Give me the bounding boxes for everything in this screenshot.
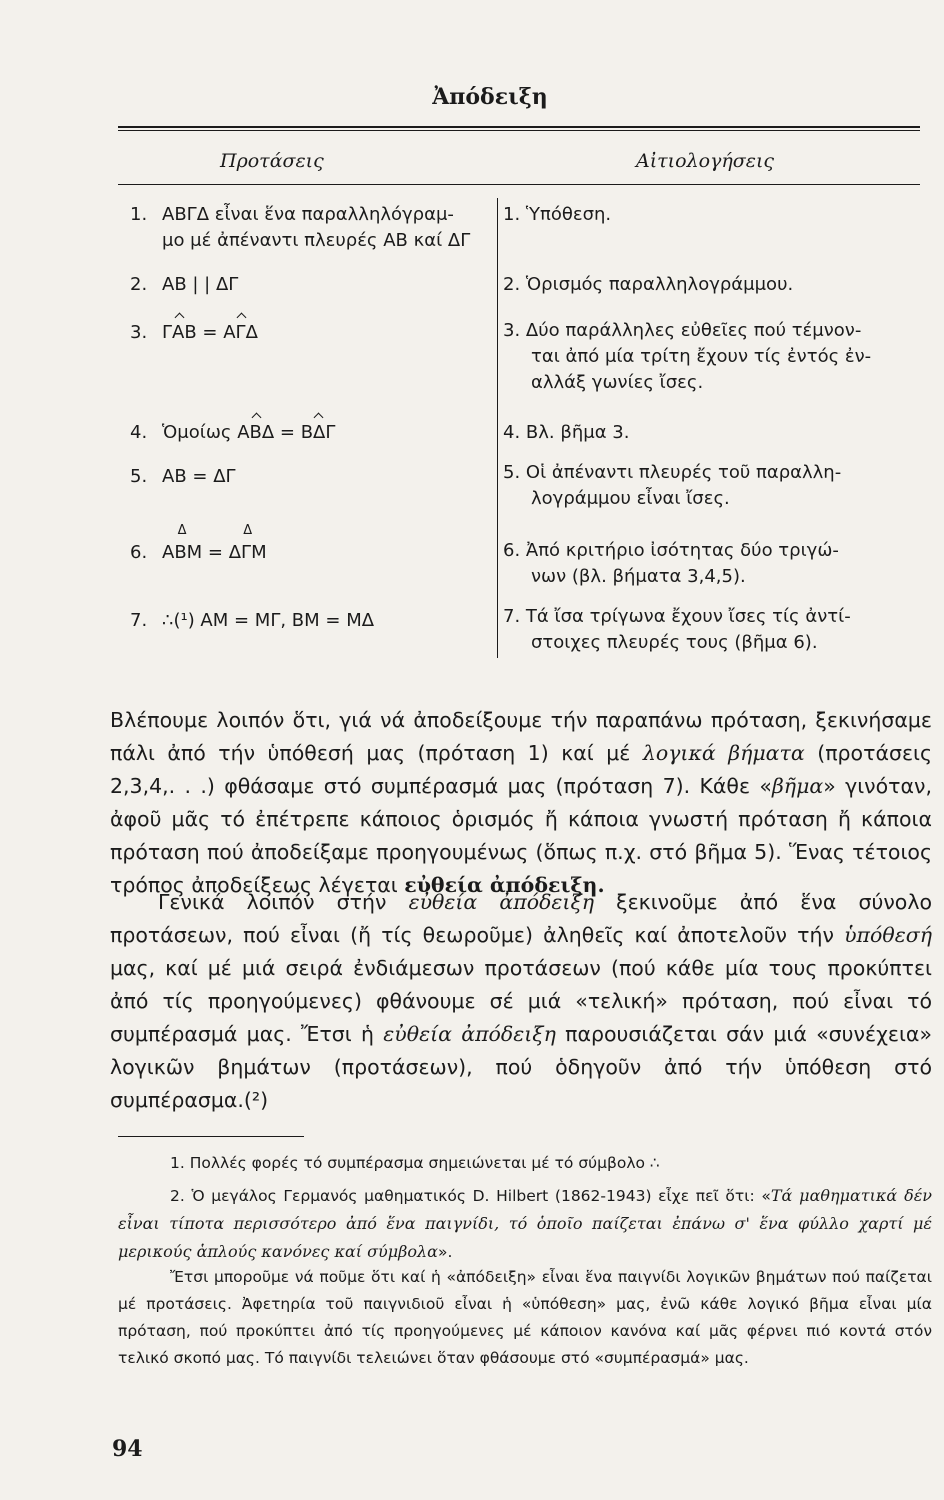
page-number: 94 [112,1436,143,1462]
statement-4: 4. Ὁμοίως ΑΒΔ = ΒΔΓ [130,420,492,446]
angle-agd: ΑΓΔ [223,320,258,346]
footnote-2: 2. Ὁ μεγάλος Γερμανός μαθηματικός D. Hilbert (1862-1943) εἶχε πεῖ ὅτι: «Τά μαθηματικά δέν εἶναι τίποτα περισσότερο ἀπό ἕνα παιγνίδι, τό ὁποῖο παίζεται ἐπάνω σ' ἕνα φύλλο χαρτί μέ μερικούς ἁπλούς κανόνες καί σύμβολα». [118,1186,933,1261]
reason-6: 6. Ἀπό κριτήριο ἰσότητας δύο τριγώ- νων (βλ. βήματα 3,4,5). [503,540,839,587]
footnote-2-continuation: Ἔτσι μποροῦμε νά ποῦμε ὅτι καί ἡ «ἀπόδειξη» εἶναι ἕνα παιγνίδι λογικῶν βημάτων πού παίζεται μέ προτάσεις. Ἀφετηρία τοῦ παιγνιδιοῦ εἶναι ἡ «ὑπόθεση» μας, ἐνῶ κάθε λογικό βῆμα εἶναι μία πρόταση, πού προκύπτει ἀπό τίς προηγούμενες μέ κάποιον κανόνα καί μᾶς φέρνει πιό κοντά στόν τελικό σκοπό μας. Τό παιγνίδι τελειώνει ὅταν φθάσουμε στό «συμπέρασμά» μας. [118,1268,932,1367]
angle-gab: ΓΑΒ [162,320,197,346]
paragraph-1: Βλέπουμε λοιπόν ὅτι, γιά νά ἀποδείξουμε τήν παραπάνω πρόταση, ξεκινήσαμε πάλι ἀπό τήν ὑπόθεσή μας (πρόταση 1) καί μέ λογικά βήματα (προτάσεις 2,3,4,. . .) φθάσαμε στό συμπέρασμά μας (πρόταση 7). Κάθε «βῆμα» γινόταν, ἀφοῦ μᾶς τό ἐπέτρεπε κάποιος ὁρισμός ἤ κάποια γνωστή πρόταση ἤ κάποια πρόταση πού ἀποδείξαμε προηγουμένως (ὅπως π.χ. στό βῆμα 5). Ἕνας τέτοιος τρόπος ἀποδείξεως λέγεται εὐθεία ἀπόδειξη. [110,708,932,897]
reason-7: 7. Τά ἴσα τρίγωνα ἔχουν ἴσες τίς ἀντί- στοιχες πλευρές τους (βῆμα 6). [503,606,851,653]
paragraph-2: Γενικά λοιπόν στήν εὐθεία ἀπόδειξη ξεκινοῦμε ἀπό ἕνα σύνολο προτάσεων, πού εἶναι (ἤ τίς θεωροῦμε) ἀληθεῖς καί ἀποτελοῦν τήν ὑπόθεσή μας, καί μέ μιά σειρά ἐνδιάμεσων προτάσεων (πού κάθε μία τους προκύπτει ἀπό τίς προηγούμενες) φθάνουμε σέ μιά «τελική» πρόταση, πού εἶναι τό συμπέρασμά μας. Ἔτσι ἡ εὐθεία ἀπόδειξη παρουσιάζεται σάν μιά «συνέχεια» λογικῶν βημάτων (προτάσεων), πού ὁδηγοῦν ἀπό τήν ὑπόθεση στό συμπέρασμα.(²) [110,890,932,1112]
table-top-rule-thin [118,130,920,131]
reasons-header: Αἰτιολογήσεις [636,150,775,172]
header-rule [118,184,920,185]
statement-2: 2. ΑΒ | | ΔΓ [130,274,239,295]
statement-1: 1. ΑΒΓΔ εἶναι ἕνα παραλληλόγραμ- μο μέ ἀπέναντι πλευρές ΑΒ καί ΔΓ [130,204,471,251]
section-title: Ἀπόδειξη [432,84,548,110]
statement-6: 6.Δ ΑΒΜ = Δ ΔΓΜ [130,540,492,566]
table-top-rule [118,126,920,128]
reason-4: 4. Βλ. βῆμα 3. [503,422,630,443]
reason-2: 2. Ὁρισμός παραλληλογράμμου. [503,274,794,295]
statement-5: 5. ΑΒ = ΔΓ [130,466,236,487]
triangle-dgm: Δ ΔΓΜ [229,540,267,566]
column-divider [497,198,498,658]
triangle-abm: Δ ΑΒΜ [162,540,202,566]
footnote-1: 1. Πολλές φορές τό συμπέρασμα σημειώνεται μέ τό σύμβολο ∴ [170,1154,660,1172]
reason-1: 1. Ὑπόθεση. [503,204,612,225]
statement-3: 3. ΓΑΒ = ΑΓΔ [130,320,492,346]
angle-abd: ΑΒΔ [237,420,274,446]
statements-header: Προτάσεις [220,150,324,172]
footnote-rule [118,1136,304,1137]
angle-bdg: ΒΔΓ [301,420,336,446]
statement-7: 7. ∴(¹) ΑΜ = ΜΓ, ΒΜ = ΜΔ [130,610,375,631]
reason-5: 5. Οἱ ἀπέναντι πλευρές τοῦ παραλλη- λογράμμου εἶναι ἴσες. [503,462,842,509]
reason-3: 3. Δύο παράλληλες εὐθεῖες πού τέμνον- ται ἀπό μία τρίτη ἔχουν τίς ἐντός ἐν- αλλάξ γωνίες ἴσες. [503,320,872,393]
